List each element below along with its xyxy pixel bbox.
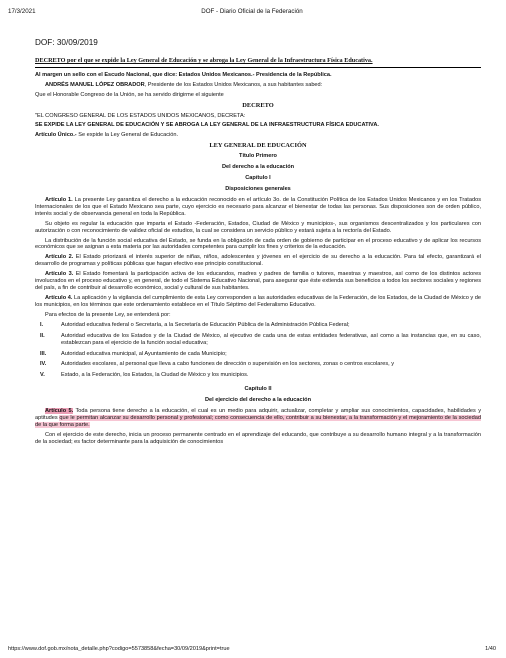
articulo-unico-label: Artículo Único.- <box>35 132 77 139</box>
se-expide-paragraph: SE EXPIDE LA LEY GENERAL DE EDUCACIÓN Y SE ABROGA LA LEY GENERAL DE LA INFRAESTRUCTURA FÍSICA EDUCATIVA. <box>35 122 379 129</box>
con-el-paragraph: Con el ejercicio de este derecho, inicia un proceso permanente centrado en el aprendizaje del educando, que contribuye a su desarrollo humano integral y a la transformación de la sociedad; es factor determinante para la adquisición de conocimientos <box>35 431 481 445</box>
list-item <box>35 322 481 329</box>
list-item-text: Autoridades escolares, al personal que lleva a cabo funciones de dirección o supervisión en los sectores, zonas o centros escolares, y <box>61 361 395 368</box>
article-3 <box>35 271 481 292</box>
article-1 <box>35 197 481 218</box>
president-text: , Presidente de los Estados Unidos Mexicanos, a sus habitantes sabed: <box>144 81 323 88</box>
list-item-number: II. <box>40 332 45 339</box>
seal-paragraph: Al margen un sello con el Escudo Nacional, que dice: Estados Unidos Mexicanos.- Presidencia de la República. <box>35 71 332 78</box>
capitulo-1-name: Disposiciones generales <box>225 186 291 193</box>
president-paragraph <box>35 82 481 89</box>
article-4 <box>35 295 481 309</box>
articulo-unico-text: Se expide la Ley General de Educación. <box>76 132 179 139</box>
list-item-text: Autoridad educativa municipal, al Ayuntamiento de cada Municipio; <box>61 350 227 357</box>
list-item <box>35 372 481 379</box>
distribucion-paragraph: La distribución de la función social educativa del Estado, se funda en la obligación de cada orden de gobierno de participar en el proceso educativo y de aplicar los recursos económicos que se asignan a esta materia por las autoridades competentes para cumplir los fines y criterios de la educación. <box>35 237 481 251</box>
titulo-heading: Título Primero <box>239 153 277 160</box>
titulo-name: Del derecho a la educación <box>221 164 295 171</box>
article-5 <box>35 408 481 429</box>
article-2 <box>35 254 481 268</box>
article-3-text: El Estado fomentará la participación activa de los educandos, madres y padres de familia o tutores, maestras y maestros, así como de los distintos actores involucrados en el proceso educativo y, en general, de todo el Sistema Educativo Nacional, para asegurar que éste extienda sus beneficios a todos los sectores sociales y regiones del país, a fin de contribuir al desarrollo económico, social y cultural de sus habitantes. <box>35 271 481 292</box>
print-date: 17/3/2021 <box>8 8 36 15</box>
article-3-label: Artículo 3. <box>45 271 74 278</box>
page-url: https://www.dof.gob.mx/nota_detalle.php?codigo=5573858&fecha=30/09/2019&print=true <box>8 646 230 652</box>
article-4-label: Artículo 4. <box>45 295 73 302</box>
article-5-label-highlight <box>45 408 73 414</box>
page-number: 1/40 <box>485 646 496 652</box>
list-item-text: Autoridad educativa federal o Secretaría, a la Secretaría de Educación Pública de la Administración Pública Federal; <box>61 321 350 328</box>
capitulo-2-heading: Capítulo II <box>244 386 272 393</box>
list-item <box>35 333 481 347</box>
article-1-label: Artículo 1. <box>45 196 73 203</box>
list-item-number: IV. <box>40 361 47 368</box>
objeto-paragraph: Su objeto es regular la educación que imparta el Estado -Federación, Estados, Ciudad de México y municipios-, sus organismos descentralizados y los particulares con autorización o con reconocimiento de validez oficial de estudios, la cual se considera un servicio público y estará sujeta a la rectoría del Estado. <box>35 220 481 234</box>
article-2-label: Artículo 2. <box>45 254 74 261</box>
list-item-number: V. <box>40 372 45 379</box>
el-congreso-paragraph: "EL CONGRESO GENERAL DE LOS ESTADOS UNIDOS MEXICANOS, DECRETA: <box>35 112 246 119</box>
list-item-text: Estado, a la Federación, los Estados, la Ciudad de México y los municipios. <box>61 372 249 379</box>
article-1-text: La presente Ley garantiza el derecho a la educación reconocido en el artículo 3o. de la Constitución Política de los Estados Unidos Mexicanos y en los Tratados Internacionales de los que el Estado Mexicano sea parte, cuyo ejercicio es necesario para alcanzar el bienestar de todas las personas. Sus disposiciones son de orden público, interés social y de observancia general en toda la República. <box>35 196 481 217</box>
article-2-text: El Estado priorizará el interés superior de niñas, niños, adolescentes y jóvenes en el ejercicio de su derecho a la educación. Para tal efecto, garantizará el desarrollo de programas y políticas públicas que hagan efectivo ese principio constitucional. <box>35 254 481 268</box>
list-item-text: Autoridad educativa de los Estados y de la Ciudad de México, al ejecutivo de cada una de estas entidades federativas, así como a las instancias que, en su caso, establezcan para el ejercicio de la función social educativa; <box>61 332 481 346</box>
list-item <box>35 351 481 358</box>
articulo-unico-paragraph <box>35 132 481 139</box>
president-name: ANDRÉS MANUEL LÓPEZ OBRADOR <box>45 81 145 88</box>
congress-paragraph: Que el Honorable Congreso de la Unión, se ha servido dirigirme el siguiente <box>35 91 224 98</box>
capitulo-2-name: Del ejercicio del derecho a la educación <box>204 397 311 404</box>
decree-title: DECRETO por el que se expide la Ley General de Educación y se abroga la Ley General de la Infraestructura Física Educativa. <box>35 57 481 68</box>
list-item-number: I. <box>40 321 44 328</box>
article-5-highlighted-text: que le permitan alcanzar su desarrollo personal y profesional; como consecuencia de ello, contribuir a su bienestar, a la transformación y el mejoramiento de la sociedad de la que forma parte. <box>35 415 481 428</box>
print-title: DOF - Diario Oficial de la Federación <box>201 8 303 15</box>
document-body <box>35 38 481 449</box>
article-5-label: Artículo 5. <box>45 408 74 415</box>
article-5-text: Toda persona tiene derecho a la educación, el cual es un medio para adquirir, actualizar, completar y ampliar sus conocimientos, capacidades, habilidades y aptitudes <box>35 408 482 422</box>
law-title: LEY GENERAL DE EDUCACIÓN <box>209 142 307 150</box>
capitulo-1-heading: Capítulo I <box>245 175 271 182</box>
definitions-list <box>35 322 481 380</box>
article-4-text: La aplicación y la vigilancia del cumplimiento de esta Ley corresponden a las autoridades educativas de la Federación, de los Estados, de la Ciudad de México y de los municipios, en los términos que este ordenamiento establece en el Título Séptimo del Federalismo Educativo. <box>35 295 481 308</box>
dof-date: DOF: 30/09/2019 <box>35 38 98 47</box>
efectos-paragraph: Para efectos de la presente Ley, se entenderá por: <box>45 311 171 318</box>
list-item <box>35 361 481 368</box>
decreto-heading: DECRETO <box>242 101 274 109</box>
list-item-number: III. <box>40 350 47 357</box>
